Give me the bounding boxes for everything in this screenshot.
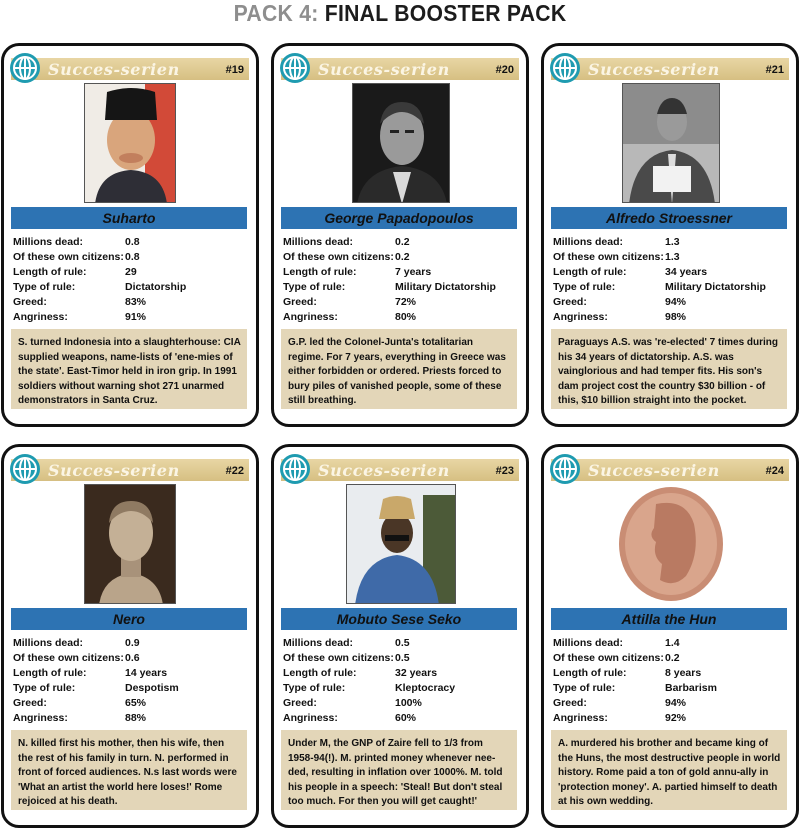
stat-angriness [553, 711, 783, 726]
stat-value: 94% [665, 697, 687, 709]
stat-length-of-rule [13, 265, 243, 280]
card-name: Alfredo Stroessner [551, 207, 787, 229]
stat-label: Angriness: [13, 712, 68, 724]
stat-own-citizens [13, 651, 243, 666]
stat-label: Greed: [283, 697, 317, 709]
stat-label: Millions dead: [553, 236, 624, 248]
portrait-image [84, 484, 176, 604]
series-title: Succes-serien [48, 461, 180, 480]
stat-own-citizens [553, 651, 783, 666]
card-description: Paraguays A.S. was 're-elected' 7 times during his 34 years of dictatorship. A.S. was vainglorious and had temper fits. His son's dam project cost the country $30 billion - of this, $10 billion straight into the pocket. [551, 329, 787, 409]
page-title [32, 0, 768, 26]
stat-millions-dead [553, 636, 783, 651]
card-description: A. murdered his brother and became king of the Huns, the most destructive people in world history. Rome paid a ton of gold annu-ally in 'protection money'. A. partied himself to death at his own wedding. [551, 730, 787, 810]
stat-millions-dead [283, 235, 513, 250]
globe-icon [9, 52, 41, 84]
stat-value: Dictatorship [125, 281, 187, 293]
stat-value: Kleptocracy [395, 682, 456, 694]
stats-table [553, 235, 783, 325]
card-description: Under M, the GNP of Zaire fell to 1/3 from 1958-94(!). M. printed money whenever nee-ded, resulting in inflation over 1000%. M. told his people in a speech: 'Steal! But don't steal too much. For then you will get caught!' [281, 730, 517, 810]
card-number: #20 [495, 64, 514, 76]
card-name: Attilla the Hun [551, 608, 787, 630]
stat-value: 0.2 [395, 236, 410, 248]
stat-label: Angriness: [13, 311, 68, 323]
card-number: #24 [765, 465, 784, 477]
stat-own-citizens [283, 651, 513, 666]
stat-angriness [13, 310, 243, 325]
stat-label: Greed: [283, 296, 317, 308]
stat-length-of-rule [13, 666, 243, 681]
stat-value: 94% [665, 296, 687, 308]
stat-label: Greed: [553, 296, 587, 308]
stat-label: Millions dead: [13, 637, 84, 649]
stat-value: Despotism [125, 682, 179, 694]
stat-label: Length of rule: [283, 667, 357, 679]
stat-label: Millions dead: [283, 637, 354, 649]
card-name: Suharto [11, 207, 247, 229]
stat-label: Length of rule: [553, 266, 627, 278]
stat-value: 92% [665, 712, 687, 724]
stat-own-citizens [13, 250, 243, 265]
stat-label: Greed: [13, 697, 47, 709]
card-attilla-the-hun [541, 444, 799, 828]
stat-label: Millions dead: [13, 236, 84, 248]
stat-label: Type of rule: [13, 281, 76, 293]
stat-value: 88% [125, 712, 147, 724]
stat-value: 1.3 [665, 251, 680, 263]
stats-table [553, 636, 783, 726]
stat-value: 60% [395, 712, 417, 724]
stat-value: 0.9 [125, 637, 140, 649]
stat-label: Millions dead: [283, 236, 354, 248]
stat-value: 0.2 [395, 251, 410, 263]
stat-greed [283, 696, 513, 711]
stat-label: Of these own citizens: [283, 652, 394, 664]
stat-label: Millions dead: [553, 637, 624, 649]
stat-value: 0.8 [125, 251, 140, 263]
stat-millions-dead [13, 235, 243, 250]
series-title: Succes-serien [48, 60, 180, 79]
portrait-image [84, 83, 176, 203]
page-title-pack: PACK 4: [233, 0, 319, 26]
stat-label: Of these own citizens: [553, 251, 664, 263]
stat-millions-dead [13, 636, 243, 651]
stat-greed [283, 295, 513, 310]
card-number: #23 [495, 465, 514, 477]
stat-value: 0.2 [665, 652, 680, 664]
globe-icon [279, 453, 311, 485]
globe-icon [9, 453, 41, 485]
stat-value: 29 [125, 266, 137, 278]
portrait-image [622, 83, 720, 203]
stat-own-citizens [283, 250, 513, 265]
stat-value: Military Dictatorship [395, 281, 496, 293]
stat-type-of-rule [283, 681, 513, 696]
stat-length-of-rule [283, 666, 513, 681]
stat-angriness [13, 711, 243, 726]
stat-label: Length of rule: [13, 667, 87, 679]
stat-label: Angriness: [553, 712, 608, 724]
stat-value: 100% [395, 697, 422, 709]
stat-label: Greed: [553, 697, 587, 709]
card-nero [1, 444, 259, 828]
stat-value: 32 years [395, 667, 438, 679]
stat-label: Greed: [13, 296, 47, 308]
stats-table [283, 235, 513, 325]
card-number: #21 [765, 64, 784, 76]
stats-table [13, 235, 243, 325]
stat-value: 8 years [665, 667, 702, 679]
stat-greed [13, 696, 243, 711]
globe-icon [279, 52, 311, 84]
stat-type-of-rule [553, 280, 783, 295]
stat-value: 0.6 [125, 652, 140, 664]
stat-value: 0.8 [125, 236, 140, 248]
stats-table [13, 636, 243, 726]
stat-value: Barbarism [665, 682, 717, 694]
stat-label: Length of rule: [283, 266, 357, 278]
stat-label: Angriness: [283, 712, 338, 724]
stat-greed [553, 295, 783, 310]
stat-label: Of these own citizens: [13, 652, 124, 664]
stat-label: Type of rule: [553, 281, 616, 293]
series-title: Succes-serien [318, 461, 450, 480]
card-number: #19 [225, 64, 244, 76]
stat-type-of-rule [13, 280, 243, 295]
stat-angriness [283, 711, 513, 726]
card-name: George Papadopoulos [281, 207, 517, 229]
stat-length-of-rule [553, 265, 783, 280]
stat-value: 72% [395, 296, 417, 308]
page-title-subtitle: FINAL BOOSTER PACK [324, 0, 567, 26]
stat-greed [13, 295, 243, 310]
card-description: S. turned Indonesia into a slaughterhouse: CIA supplied weapons, name-lists of 'ene-mies of the state'. East-Timor held in iron grip. In 1991 soldiers without warning shot 271 unarmed demonstrators in Santa Cruz. [11, 329, 247, 409]
stat-label: Type of rule: [13, 682, 76, 694]
stat-angriness [553, 310, 783, 325]
stat-value: 34 years [665, 266, 708, 278]
stat-value: 0.5 [395, 637, 410, 649]
series-title: Succes-serien [318, 60, 450, 79]
card-mobuto-sese-seko [271, 444, 529, 828]
stat-label: Type of rule: [553, 682, 616, 694]
card-description: N. killed first his mother, then his wife, then the rest of his family in turn. N. performed in front of forced audiences. N.s last words were 'What an artist the world here loses!' Rome rejoiced at his death. [11, 730, 247, 810]
stats-table [283, 636, 513, 726]
stat-millions-dead [283, 636, 513, 651]
stat-type-of-rule [13, 681, 243, 696]
stat-value: 7 years [395, 266, 432, 278]
portrait-image [352, 83, 450, 203]
stat-length-of-rule [553, 666, 783, 681]
card-description: G.P. led the Colonel-Junta's totalitarian regime. For 7 years, everything in Greece was either forbidden or ordered. Priests forced to bury piles of vanished people, some of these still breathing. [281, 329, 517, 409]
stat-value: 80% [395, 311, 417, 323]
stat-label: Length of rule: [553, 667, 627, 679]
card-number: #22 [225, 465, 244, 477]
stat-millions-dead [553, 235, 783, 250]
globe-icon [549, 52, 581, 84]
stat-greed [553, 696, 783, 711]
stat-value: 83% [125, 296, 147, 308]
portrait-image [346, 484, 456, 604]
stat-value: 65% [125, 697, 147, 709]
series-title: Succes-serien [588, 60, 720, 79]
stat-value: 1.4 [665, 637, 680, 649]
stat-value: 91% [125, 311, 147, 323]
card-alfredo-stroessner [541, 43, 799, 427]
series-title: Succes-serien [588, 461, 720, 480]
stat-own-citizens [553, 250, 783, 265]
stat-type-of-rule [283, 280, 513, 295]
card-suharto [1, 43, 259, 427]
stat-label: Type of rule: [283, 281, 346, 293]
stat-value: Military Dictatorship [665, 281, 766, 293]
card-george-papadopoulos [271, 43, 529, 427]
card-name: Nero [11, 608, 247, 630]
stat-label: Angriness: [283, 311, 338, 323]
stat-value: 14 years [125, 667, 168, 679]
stat-label: Of these own citizens: [13, 251, 124, 263]
stat-angriness [283, 310, 513, 325]
stat-value: 1.3 [665, 236, 680, 248]
globe-icon [549, 453, 581, 485]
stat-label: Of these own citizens: [553, 652, 664, 664]
stat-value: 98% [665, 311, 687, 323]
stat-length-of-rule [283, 265, 513, 280]
stat-label: Length of rule: [13, 266, 87, 278]
portrait-image [616, 484, 726, 604]
stat-type-of-rule [553, 681, 783, 696]
stat-label: Angriness: [553, 311, 608, 323]
stat-label: Type of rule: [283, 682, 346, 694]
stat-label: Of these own citizens: [283, 251, 394, 263]
stat-value: 0.5 [395, 652, 410, 664]
card-name: Mobuto Sese Seko [281, 608, 517, 630]
